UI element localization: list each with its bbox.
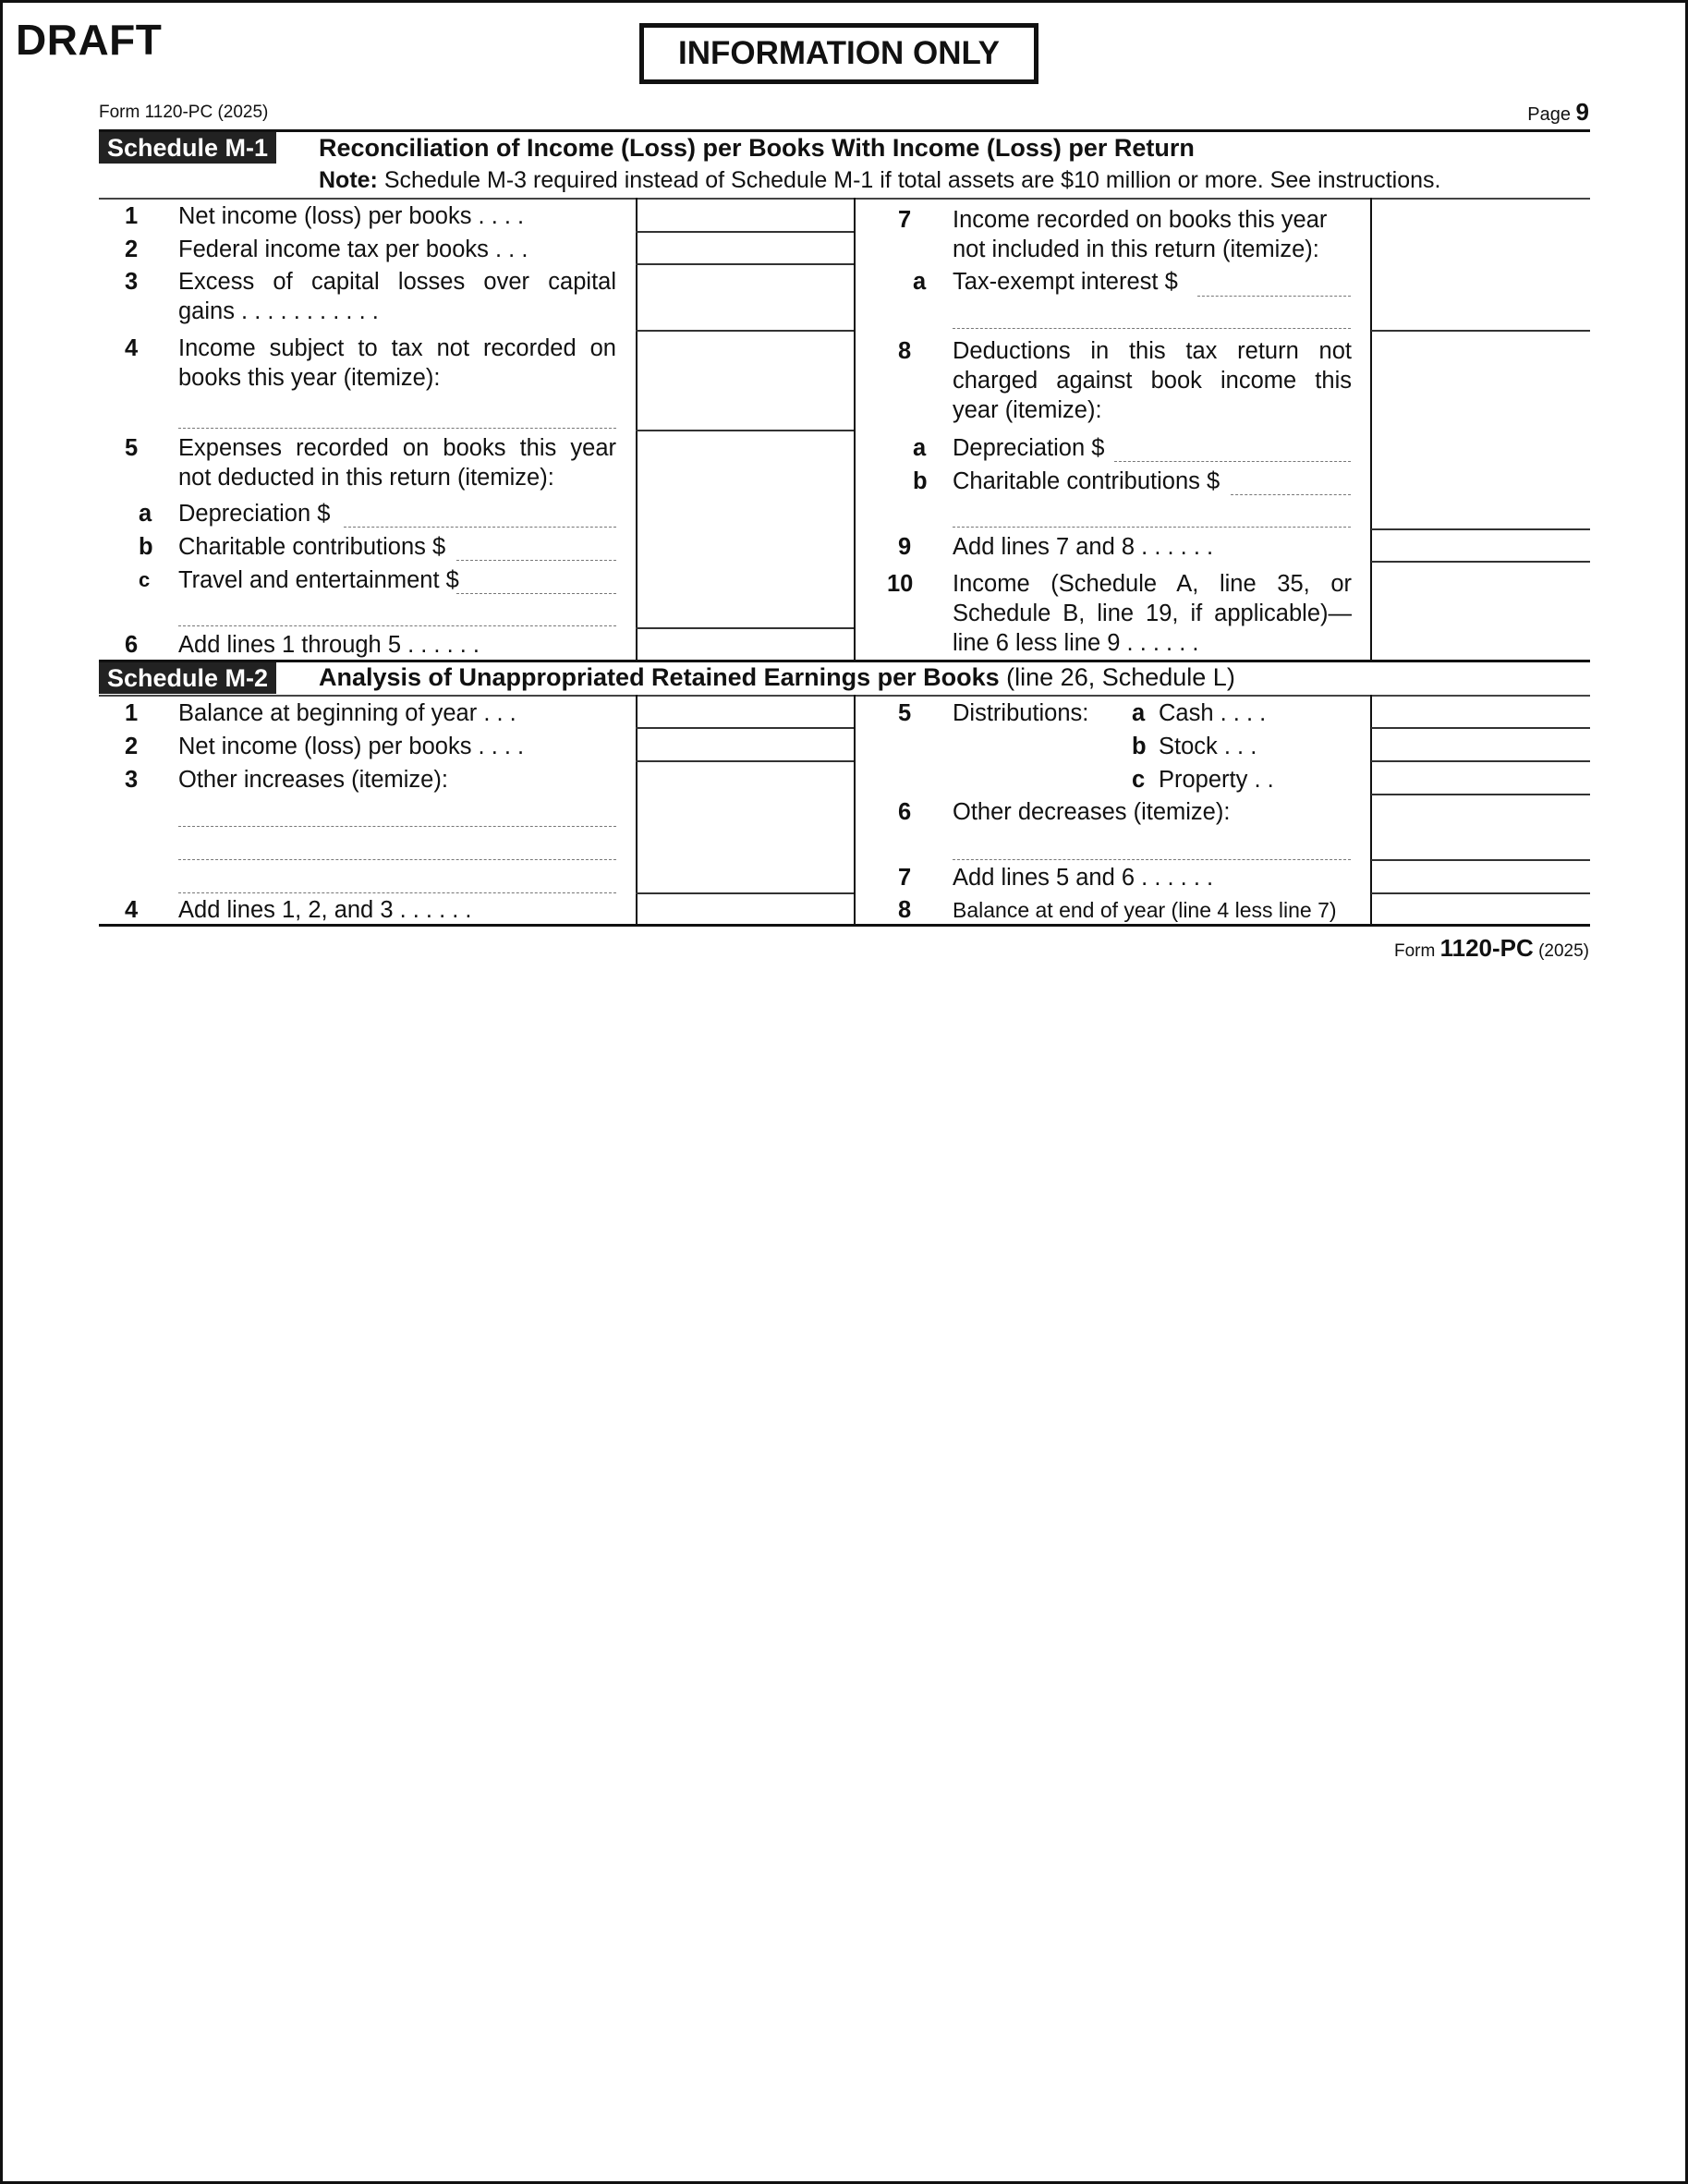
form-reference: Form 1120-PC (2025) — [99, 103, 269, 122]
m1-line5-label: Expenses recorded on books this year not deducted in this return (itemize): — [178, 435, 616, 491]
rule-bottom — [99, 924, 1590, 927]
m1-line8b-amount-field[interactable] — [1231, 494, 1351, 495]
m1-line5b-label: Charitable contributions $ — [178, 534, 446, 560]
m1-line8-itemize-line[interactable] — [953, 527, 1351, 528]
m1-col-divider — [854, 198, 856, 660]
schedule-m2-tag: Schedule M-2 — [99, 662, 276, 694]
m2-line6-label: Other decreases (itemize): — [953, 799, 1231, 825]
m2-line2-label: Net income (loss) per books . . . . — [178, 734, 525, 759]
form-footer: Form 1120-PC (2025) — [1394, 934, 1589, 962]
m1-right-amount-col-left — [1370, 198, 1372, 660]
m1-line4-num: 4 — [125, 335, 139, 361]
m2-line5-label: Distributions: — [953, 700, 1089, 726]
m1-line1-label: Net income (loss) per books . . . . — [178, 203, 525, 229]
m1-line5-itemize-line[interactable] — [178, 625, 616, 626]
m1-line4-itemize-line[interactable] — [178, 428, 616, 429]
m2-box6-bottom — [1371, 859, 1590, 861]
m1-line6-label: Add lines 1 through 5 . . . . . . — [178, 632, 480, 658]
m2-line3-itemize-line-3[interactable] — [178, 892, 616, 893]
m1-line7-label: Income recorded on books this year not included in this return (itemize): — [953, 207, 1328, 262]
m1-line7-itemize-line[interactable] — [953, 328, 1351, 329]
m1-line5c-num: c — [139, 568, 151, 591]
m1-line9-num: 9 — [898, 534, 912, 560]
m1-box3-bottom — [636, 330, 854, 332]
m2-line5a-label: Cash . . . . — [1159, 700, 1267, 726]
m1-line3-num: 3 — [125, 269, 139, 295]
m1-line8a-amount-field[interactable] — [1114, 461, 1351, 462]
m1-line8a-num: a — [913, 435, 927, 461]
m1-box5-bottom — [636, 627, 854, 629]
footer-form-number: 1120-PC — [1439, 934, 1534, 962]
m1-box9-bottom — [1371, 561, 1590, 563]
m2-line1-num: 1 — [125, 700, 139, 726]
m2-line3-itemize-line-1[interactable] — [178, 826, 616, 827]
m2-line6-num: 6 — [898, 799, 912, 825]
m2-box1-bottom — [636, 727, 854, 729]
m1-line3-label: Excess of capital losses over capital gains . . . . . . . . . . . — [178, 269, 616, 324]
m1-line5c-label: Travel and entertainment $ — [178, 567, 459, 593]
schedule-m1-title: Reconciliation of Income (Loss) per Books With Income (Loss) per Return — [319, 134, 1195, 162]
rule-m2-top — [99, 660, 1590, 662]
m2-line7-label: Add lines 5 and 6 . . . . . . — [953, 865, 1214, 891]
m1-line5c-amount-field[interactable] — [456, 593, 616, 594]
m1-line8-num: 8 — [898, 338, 912, 364]
m1-box8-bottom — [1371, 528, 1590, 530]
schedule-m2-title: Analysis of Unappropriated Retained Earnings per Books (line 26, Schedule L) — [319, 663, 1235, 691]
m2-line3-label: Other increases (itemize): — [178, 767, 448, 793]
m1-line7a-label: Tax-exempt interest $ — [953, 269, 1178, 295]
m2-box5c-bottom — [1371, 794, 1590, 795]
m1-line6-num: 6 — [125, 632, 139, 658]
m2-line5b-num: b — [1132, 734, 1147, 759]
m2-line2-num: 2 — [125, 734, 139, 759]
m1-line2-label: Federal income tax per books . . . — [178, 237, 528, 262]
m1-line8b-label: Charitable contributions $ — [953, 468, 1220, 494]
m2-line8-num: 8 — [898, 897, 912, 923]
m1-line10-label: Income (Schedule A, line 35, or Schedule B, line 19, if applicable)—line 6 less line 9 . . . . . . — [953, 571, 1352, 656]
m2-line5a-num: a — [1132, 700, 1146, 726]
m1-line5b-num: b — [139, 534, 153, 560]
m2-line5c-num: c — [1132, 767, 1146, 793]
m1-line8a-label: Depreciation $ — [953, 435, 1105, 461]
m1-line7-num: 7 — [898, 207, 912, 233]
page-number: 9 — [1575, 98, 1589, 126]
m1-box1-bottom — [636, 231, 854, 233]
rule-m2-body-top — [99, 695, 1590, 697]
m1-line8-label: Deductions in this tax return not charged against book income this year (itemize): — [953, 338, 1352, 423]
m2-box5b-bottom — [1371, 760, 1590, 762]
m1-line9-label: Add lines 7 and 8 . . . . . . — [953, 534, 1214, 560]
schedule-m1-note: Note: Schedule M-3 required instead of Schedule M-1 if total assets are $10 million or more. See instructions. — [319, 167, 1441, 193]
m2-line3-itemize-line-2[interactable] — [178, 859, 616, 860]
m2-box2-bottom — [636, 760, 854, 762]
draft-label: DRAFT — [16, 16, 163, 64]
m1-line7a-num: a — [913, 269, 927, 295]
m2-line5-num: 5 — [898, 700, 912, 726]
m1-line5b-amount-field[interactable] — [456, 560, 616, 561]
schedule-m1-tag: Schedule M-1 — [99, 132, 276, 164]
m1-line5a-amount-field[interactable] — [344, 527, 616, 528]
m2-line6-itemize-line[interactable] — [953, 859, 1351, 860]
m2-line4-label: Add lines 1, 2, and 3 . . . . . . — [178, 897, 472, 923]
m1-line5a-num: a — [139, 501, 152, 527]
rule-m1-body-top — [99, 198, 1590, 200]
m1-line4-label: Income subject to tax not recorded on books this year (itemize): — [178, 335, 616, 391]
m2-line5c-label: Property . . — [1159, 767, 1274, 793]
m1-line1-num: 1 — [125, 203, 139, 229]
m1-box4-bottom — [636, 430, 854, 431]
page-label: Page 9 — [1527, 98, 1589, 126]
m1-line7a-amount-field[interactable] — [1197, 296, 1351, 297]
m2-col-divider — [854, 695, 856, 925]
m1-box7-bottom — [1371, 330, 1590, 332]
m2-box7-bottom — [1371, 892, 1590, 894]
m2-left-amount-col-left — [636, 695, 638, 925]
m1-line2-num: 2 — [125, 237, 139, 262]
m1-line8b-num: b — [913, 468, 928, 494]
m2-box3-bottom — [636, 892, 854, 894]
m1-left-amount-col-left — [636, 198, 638, 660]
m2-line3-num: 3 — [125, 767, 139, 793]
m1-line5a-label: Depreciation $ — [178, 501, 331, 527]
m2-line5b-label: Stock . . . — [1159, 734, 1257, 759]
rule-top — [99, 129, 1590, 132]
information-only-box: INFORMATION ONLY — [639, 23, 1038, 84]
m2-line1-label: Balance at beginning of year . . . — [178, 700, 516, 726]
m2-line7-num: 7 — [898, 865, 912, 891]
m1-line5-num: 5 — [125, 435, 139, 461]
m1-box2-bottom — [636, 263, 854, 265]
m2-line4-num: 4 — [125, 897, 139, 923]
m1-line10-num: 10 — [887, 571, 914, 597]
m2-line8-label: Balance at end of year (line 4 less line 7) — [953, 898, 1337, 922]
m2-right-amount-col-left — [1370, 695, 1372, 925]
m2-box5a-bottom — [1371, 727, 1590, 729]
